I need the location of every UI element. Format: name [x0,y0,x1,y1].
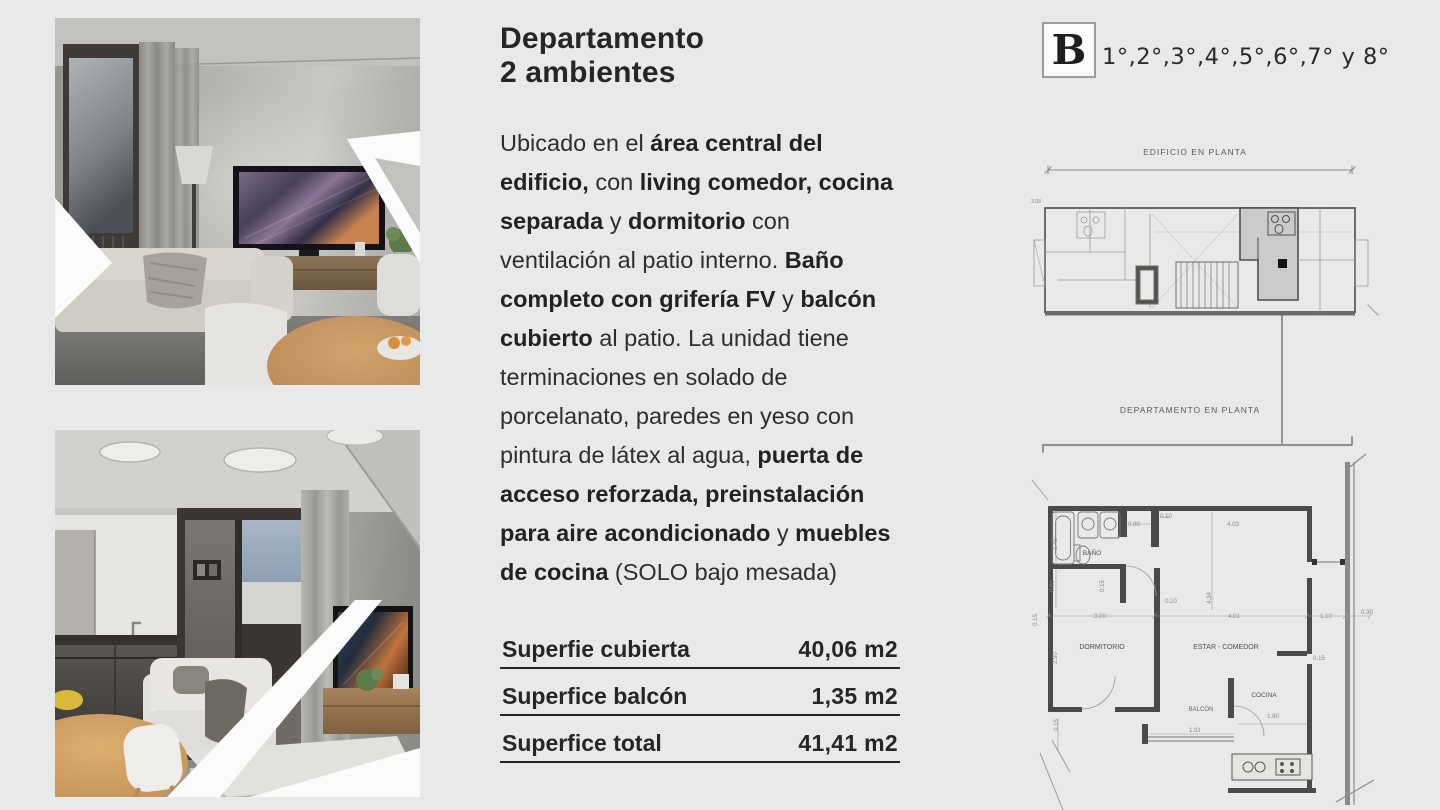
living-room-illustration [55,18,420,385]
plan-label: 1.91 [1189,728,1201,734]
description-bold-segment: muebles de cocina [500,520,891,585]
plan-label: 4.34 [1207,592,1213,604]
surface-label: Superfice total [502,730,662,756]
plan-label: 0.10 [1165,599,1177,605]
plan-label: 1.10 [1320,614,1332,620]
surface-row [500,622,900,669]
plan-label: 1.45 [1053,538,1059,550]
plan-label: DEPARTAMENTO EN PLANTA [1119,405,1261,415]
surface-label: Superfice balcón [502,683,688,709]
floors-label: 1°,2°,3°,4°,5°,6°,7° y 8° [1102,44,1390,70]
plan-label: 1.90 [1267,714,1279,720]
plan-label: 0.60 [1050,580,1056,592]
title-line-1: Departamento [500,22,705,55]
plan-label: 0.80 [1128,522,1140,528]
plan-label: 3.00 [1094,614,1106,620]
plan-label: 0.15 [1054,719,1060,731]
description-bold-segment: dormitorio [628,208,746,234]
plan-label: COCINA [1251,692,1277,699]
description-segment: y [770,520,796,546]
description-bold-segment: Baño completo con grifería FV [500,247,844,312]
unit-badge: B [1042,22,1096,78]
description-segment: y [775,286,801,312]
plan-label: 0.10 [1160,514,1172,520]
description-segment: Ubicado en el [500,130,651,156]
photo-kitchen-living-render [55,430,420,797]
architectural-plans [1030,140,1420,810]
plan-label: 2.90 [1053,652,1059,664]
surface-value: 41,41 m2 [798,730,898,756]
plan-label: DORMITORIO [1079,644,1125,651]
plan-label: 0.30 [1361,610,1373,616]
description-bold-segment: puerta de acceso reforzada, preinstalación para aire acondicionado [500,442,865,546]
page-title [500,22,900,90]
surface-row [500,669,900,716]
photo-living-room-render [55,18,420,385]
plan-label: 0.15 [1313,656,1325,662]
plan-label: 4.01 [1228,614,1240,620]
surface-label: Superfie cubierta [502,636,690,662]
description-segment: con ventilación al patio interno. [500,208,790,273]
description-segment: (SOLO bajo mesada) [608,559,837,585]
description-bold-segment: área central del edificio, [500,130,823,195]
plan-label: 4.03 [1227,522,1239,528]
plan-label: BALCÓN [1188,707,1214,713]
description-bold-segment: living comedor, cocina separada [500,169,894,234]
plan-label: 3.08 [1031,199,1041,205]
title-line-2: 2 ambientes [500,56,676,89]
surface-value: 1,35 m2 [811,683,898,709]
surface-value: 40,06 m2 [798,636,898,662]
kitchen-living-illustration [55,430,420,797]
plan-label: BAÑO [1082,550,1102,557]
plan-text-labels [1031,147,1373,734]
description-bold-segment: balcón cubierto [500,286,877,351]
description-segment: con [588,169,640,195]
surface-row [500,716,900,763]
description-segment: y [603,208,629,234]
surface-table [500,622,900,763]
plan-label: 0.15 [1100,580,1106,592]
description-segment: al patio. La unidad tiene terminaciones en solado de porcelanato, paredes en yeso con pintura de látex al agua, [500,325,855,468]
plan-label: ESTAR - COMEDOR [1193,644,1259,651]
plan-label: 0.15 [1033,614,1039,626]
description-text [500,124,900,592]
unit-details [500,22,900,763]
floor-plans-column [1030,0,1430,810]
plan-label: EDIFICIO EN PLANTA [1143,147,1247,157]
apartment-plan [1032,454,1374,810]
